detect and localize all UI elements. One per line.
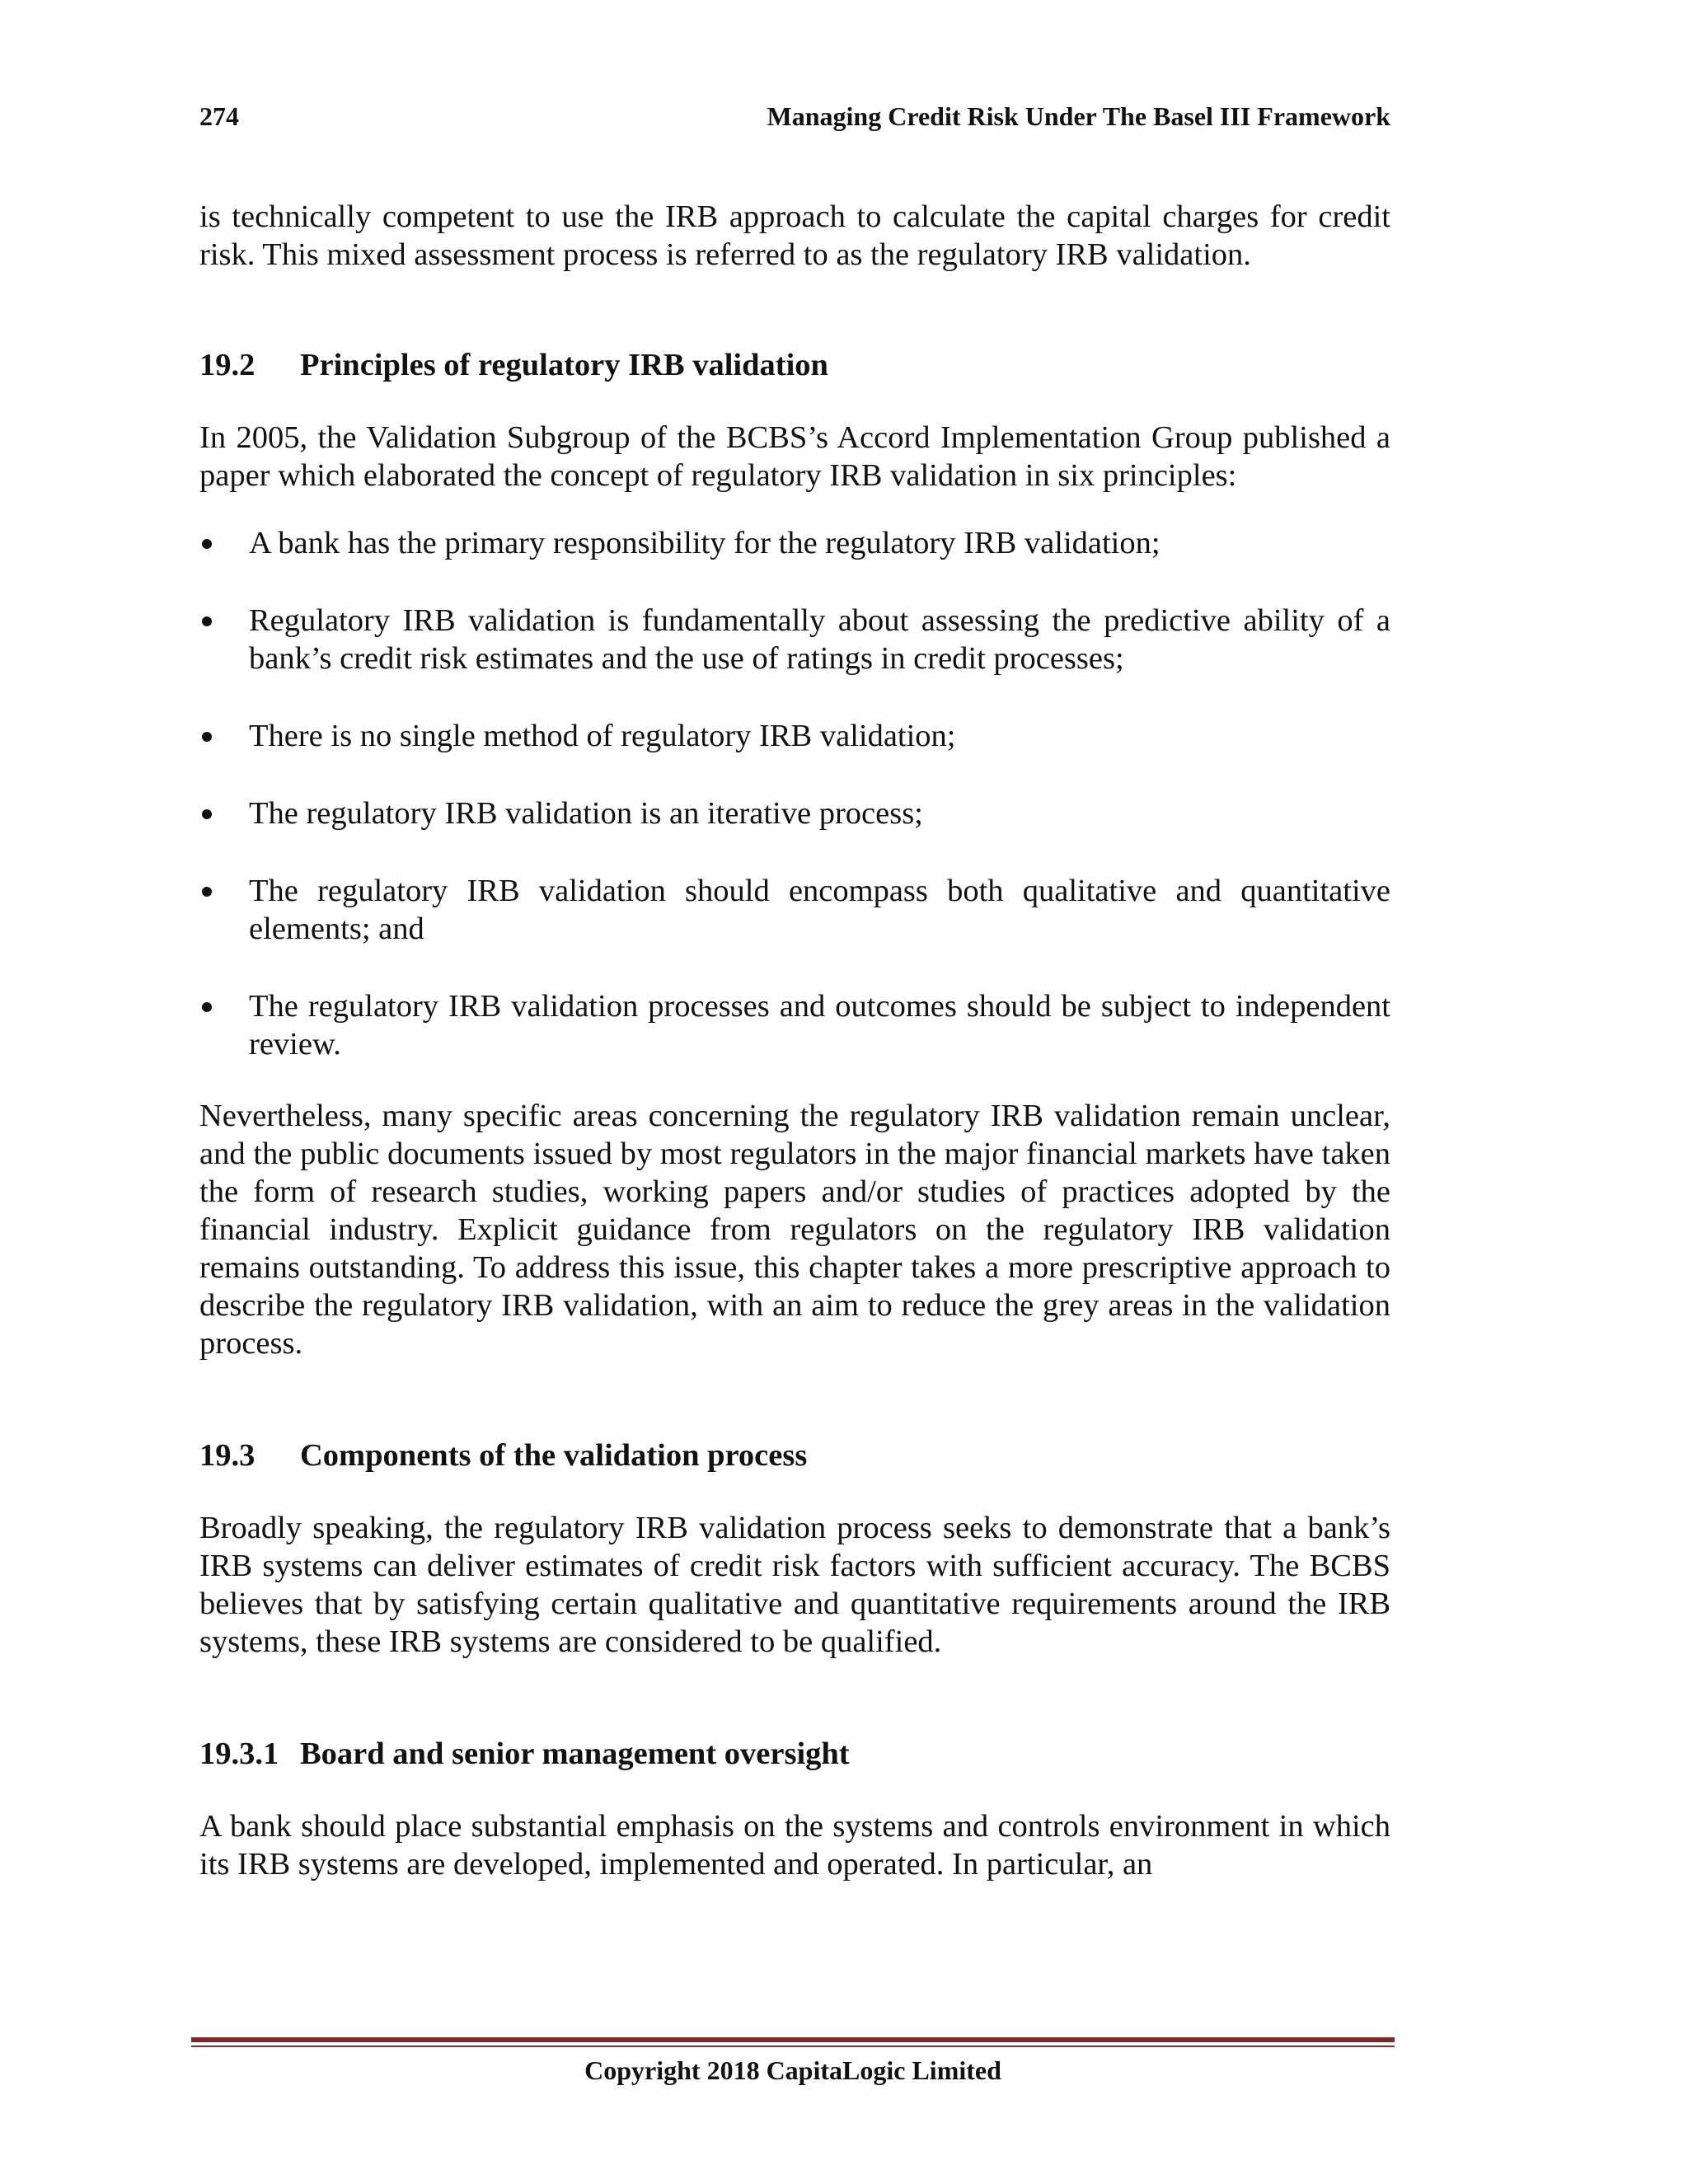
list-item: [199, 524, 1390, 562]
footer-rule-thin: [191, 2046, 1395, 2047]
list-item-text: Regulatory IRB validation is fundamentally about assessing the predictive ability of a bank’s credit risk estimates and the use of ratings in credit processes;: [249, 603, 1390, 676]
page-body: [199, 198, 1390, 1883]
footer-copyright: Copyright 2018 CapitaLogic Limited: [584, 2055, 1001, 2085]
section-spacer: [199, 1362, 1390, 1436]
list-item-text: There is no single method of regulatory IRB validation;: [249, 719, 956, 753]
list-item: [199, 794, 1390, 832]
list-item: [199, 717, 1390, 755]
section-title: Components of the validation process: [300, 1438, 808, 1473]
section-title: Principles of regulatory IRB validation: [300, 348, 828, 382]
section-number: 19.2: [199, 348, 256, 382]
section-heading-19-3-1: [199, 1735, 1390, 1773]
section-heading-19-3: [199, 1436, 1390, 1474]
section-19-3-body: Broadly speaking, the regulatory IRB validation process seeks to demonstrate that a bank’s IRB systems can deliver estimates of credit risk factors with sufficient accuracy. The BCBS believes that by satisfying certain qualitative and quantitative requirements around the IRB systems, these IRB systems are considered to be qualified.: [199, 1511, 1390, 1659]
list-item-text: A bank has the primary responsibility for the regulatory IRB validation;: [249, 526, 1160, 560]
footer-rule-thick: [191, 2037, 1395, 2042]
principles-list: [199, 524, 1390, 1063]
list-item-text: The regulatory IRB validation is an iterative process;: [249, 796, 923, 831]
section-number: 19.3.1: [199, 1736, 279, 1771]
section-19-3-1-body: A bank should place substantial emphasis on the systems and controls environment in which its IRB systems are developed, implemented and operated. In particular, an: [199, 1809, 1390, 1882]
section-title: Board and senior management oversight: [300, 1736, 850, 1771]
section-heading-19-2: [199, 346, 1390, 384]
page-header: [199, 96, 1390, 136]
list-item: [199, 602, 1390, 677]
list-item-text: The regulatory IRB validation should encompass both qualitative and quantitative elements; and: [249, 874, 1390, 946]
list-item: [199, 987, 1390, 1063]
section-spacer: [199, 1661, 1390, 1735]
page-number: 274: [199, 101, 239, 131]
section-19-2-intro: In 2005, the Validation Subgroup of the BCBS’s Accord Implementation Group published a paper which elaborated the concept of regulatory IRB validation in six principles:: [199, 420, 1390, 493]
section-number: 19.3: [199, 1438, 256, 1473]
section-19-2-closing: Nevertheless, many specific areas concerning the regulatory IRB validation remain unclear, and the public documents issued by most regulators in the major financial markets have taken the form of research studies, working papers and/or studies of practices adopted by the financial industry. Explicit guidance from regulators on the regulatory IRB validation remains outstanding. To address this issue, this chapter takes a more prescriptive approach to describe the regulatory IRB validation, with an aim to reduce the grey areas in the validation process.: [199, 1099, 1390, 1361]
intro-paragraph: is technically competent to use the IRB approach to calculate the capital charges for credit risk. This mixed assessment process is referred to as the regulatory IRB validation.: [199, 199, 1390, 272]
list-item-text: The regulatory IRB validation processes and outcomes should be subject to independent review.: [249, 989, 1390, 1062]
running-title: Managing Credit Risk Under The Basel III Framework: [767, 101, 1390, 131]
list-item: [199, 872, 1390, 948]
